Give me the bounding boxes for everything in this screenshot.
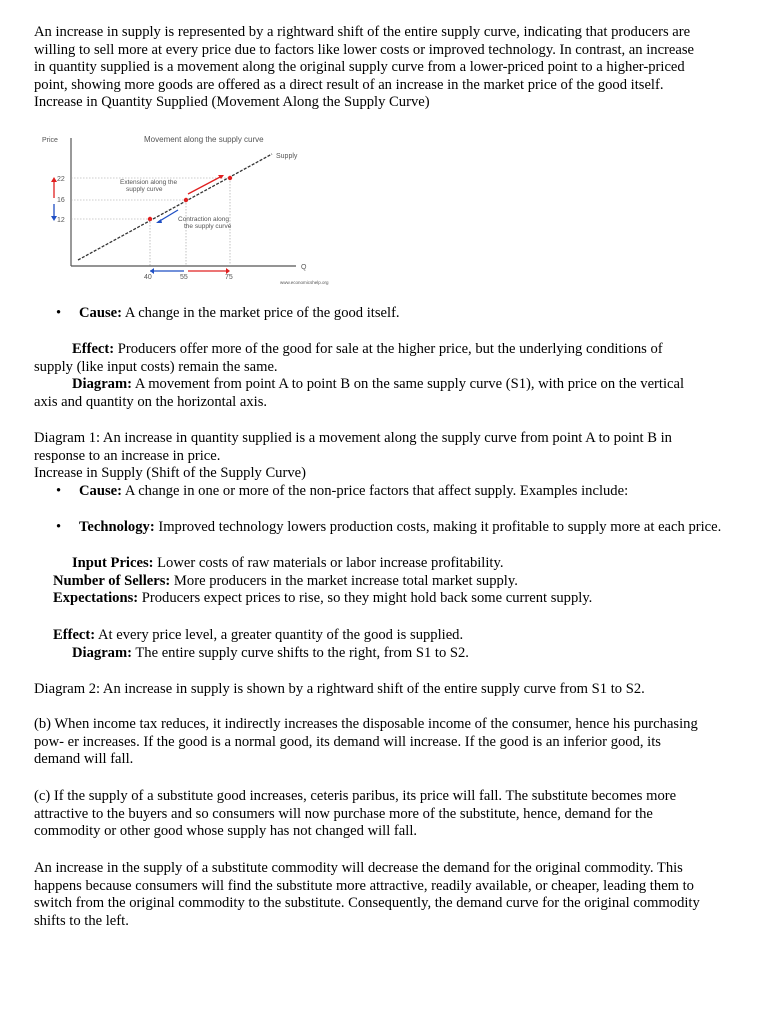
effect-text: At every price level, a greater quantity of the good is supplied. — [95, 627, 464, 643]
point-mid — [184, 198, 188, 202]
diagram2-caption — [34, 681, 750, 699]
x-tick-label: 40 — [144, 274, 152, 281]
extension-label: supply curve — [126, 186, 163, 193]
diagram-text: A movement from point A to point B on the same supply curve (S1), with price on the vertical — [131, 376, 685, 393]
paragraph-line: pow- er increases. If the good is a normal good, its demand will increase. If the good is an inferior good, its — [34, 733, 661, 750]
paragraph-line: happens because consumers will find the substitute more attractive, readily available, or cheaper, leading them to — [34, 877, 694, 894]
cause-text: A change in one or more of the non-price factors that affect supply. Examples include: — [121, 483, 629, 499]
effect-label: Effect: — [72, 341, 115, 357]
intro-paragraph — [34, 24, 750, 112]
point-low — [148, 217, 152, 221]
section1-effect-paragraph — [34, 341, 750, 411]
section2-effect — [34, 627, 750, 662]
bullet-marker: • — [56, 305, 62, 321]
intro-line: point, showing more goods are offered as a direct result of an increase in the market price of the good itself. — [34, 76, 664, 93]
paragraph-line: shifts to the left. — [34, 912, 129, 929]
sellers-text: More producers in the market increase total market supply. — [170, 572, 518, 589]
paragraph-line: commodity or other good whose supply has not changed will fall. — [34, 823, 418, 840]
y-tick-label: 22 — [57, 176, 65, 183]
diagram-text: The entire supply curve shifts to the right, from S1 to S2. — [131, 644, 469, 661]
paragraph-line: demand will fall. — [34, 751, 134, 768]
section-heading-quantity-supplied: Increase in Quantity Supplied (Movement Along the Supply Curve) — [34, 94, 430, 111]
diagram-label: Diagram: — [72, 644, 132, 661]
intro-line: willing to sell more at every price due to factors like lower costs or improved technology. In contrast, an increase — [34, 41, 695, 58]
supply-curve-diagram — [38, 126, 358, 288]
diagram1-caption — [34, 430, 750, 483]
paragraph-line: (c) If the supply of a substitute good increases, ceteris paribus, its price will fall. The substitute becomes more — [34, 788, 677, 804]
bullet-marker: • — [56, 519, 62, 535]
contraction-arrowhead — [156, 219, 162, 223]
section-heading-increase-supply: Increase in Supply (Shift of the Supply Curve) — [34, 465, 306, 482]
contraction-label: the supply curve — [184, 223, 232, 230]
extension-label: Extension along the — [120, 179, 178, 186]
expectations-text: Producers expect prices to rise, so they might hold back some current supply. — [138, 590, 593, 607]
x-tick-label: 55 — [180, 274, 188, 281]
x-tick-label: 75 — [225, 274, 233, 281]
point-high — [228, 176, 232, 180]
technology-text: Improved technology lowers production costs, making it profitable to supply more at each price. — [154, 519, 722, 535]
section2-factors — [34, 555, 750, 608]
caption-line: Diagram 1: An increase in quantity supplied is a movement along the supply curve from point A to point B in — [34, 430, 672, 446]
caption-line: Diagram 2: An increase in supply is shown by a rightward shift of the entire supply curve from S1 to S2. — [34, 681, 645, 697]
effect-label: Effect: — [53, 627, 96, 643]
supply-curve-line — [78, 154, 272, 260]
cause-text: A change in the market price of the good itself. — [121, 305, 400, 321]
x-axis-label: Q — [301, 264, 307, 271]
y-tick-label: 12 — [57, 217, 65, 224]
y-axis-label: Price — [42, 137, 58, 144]
input-prices-label: Input Prices: — [72, 555, 154, 571]
paragraph-line: switch from the original commodity to the substitute. Consequently, the demand curve for the original commodity — [34, 895, 700, 912]
paragraph-line: (b) When income tax reduces, it indirectly increases the disposable income of the consumer, hence his purchasing — [34, 716, 698, 732]
caption-line: response to an increase in price. — [34, 447, 221, 464]
diagram-label: Diagram: — [72, 376, 132, 393]
effect-text: Producers offer more of the good for sale at the higher price, but the underlying conditions of — [114, 341, 663, 357]
bullet-marker: • — [56, 483, 62, 499]
part-c-paragraph — [34, 788, 750, 841]
sellers-label: Number of Sellers: — [53, 572, 171, 589]
contraction-label: Contraction along — [178, 216, 229, 223]
intro-line: in quantity supplied is a movement along the original supply curve from a lower-priced point to a higher-priced — [34, 59, 685, 76]
figure-credit: www.economicshelp.org — [280, 280, 329, 285]
technology-label: Technology: — [79, 519, 155, 535]
cause-label: Cause: — [79, 483, 122, 499]
closing-paragraph — [34, 860, 750, 930]
intro-line: An increase in supply is represented by a rightward shift of the entire supply curve, indicating that producers are — [34, 24, 691, 40]
supply-curve-label: Supply — [276, 153, 298, 160]
paragraph-line: attractive to the buyers and so consumers will now purchase more of the substitute, hence, demand for the — [34, 805, 653, 822]
expectations-label: Expectations: — [53, 590, 139, 607]
input-prices-text: Lower costs of raw materials or labor increase profitability. — [153, 555, 504, 571]
cause-label: Cause: — [79, 305, 122, 321]
y-tick-label: 16 — [57, 197, 65, 204]
supply-curve-figure — [38, 126, 358, 288]
figure-title: Movement along the supply curve — [144, 135, 264, 144]
paragraph-line: An increase in the supply of a substitute commodity will decrease the demand for the original commodity. This — [34, 860, 683, 876]
part-b-paragraph — [34, 716, 750, 769]
diagram-text: axis and quantity on the horizontal axis. — [34, 393, 268, 410]
effect-text: supply (like input costs) remain the same. — [34, 358, 278, 375]
